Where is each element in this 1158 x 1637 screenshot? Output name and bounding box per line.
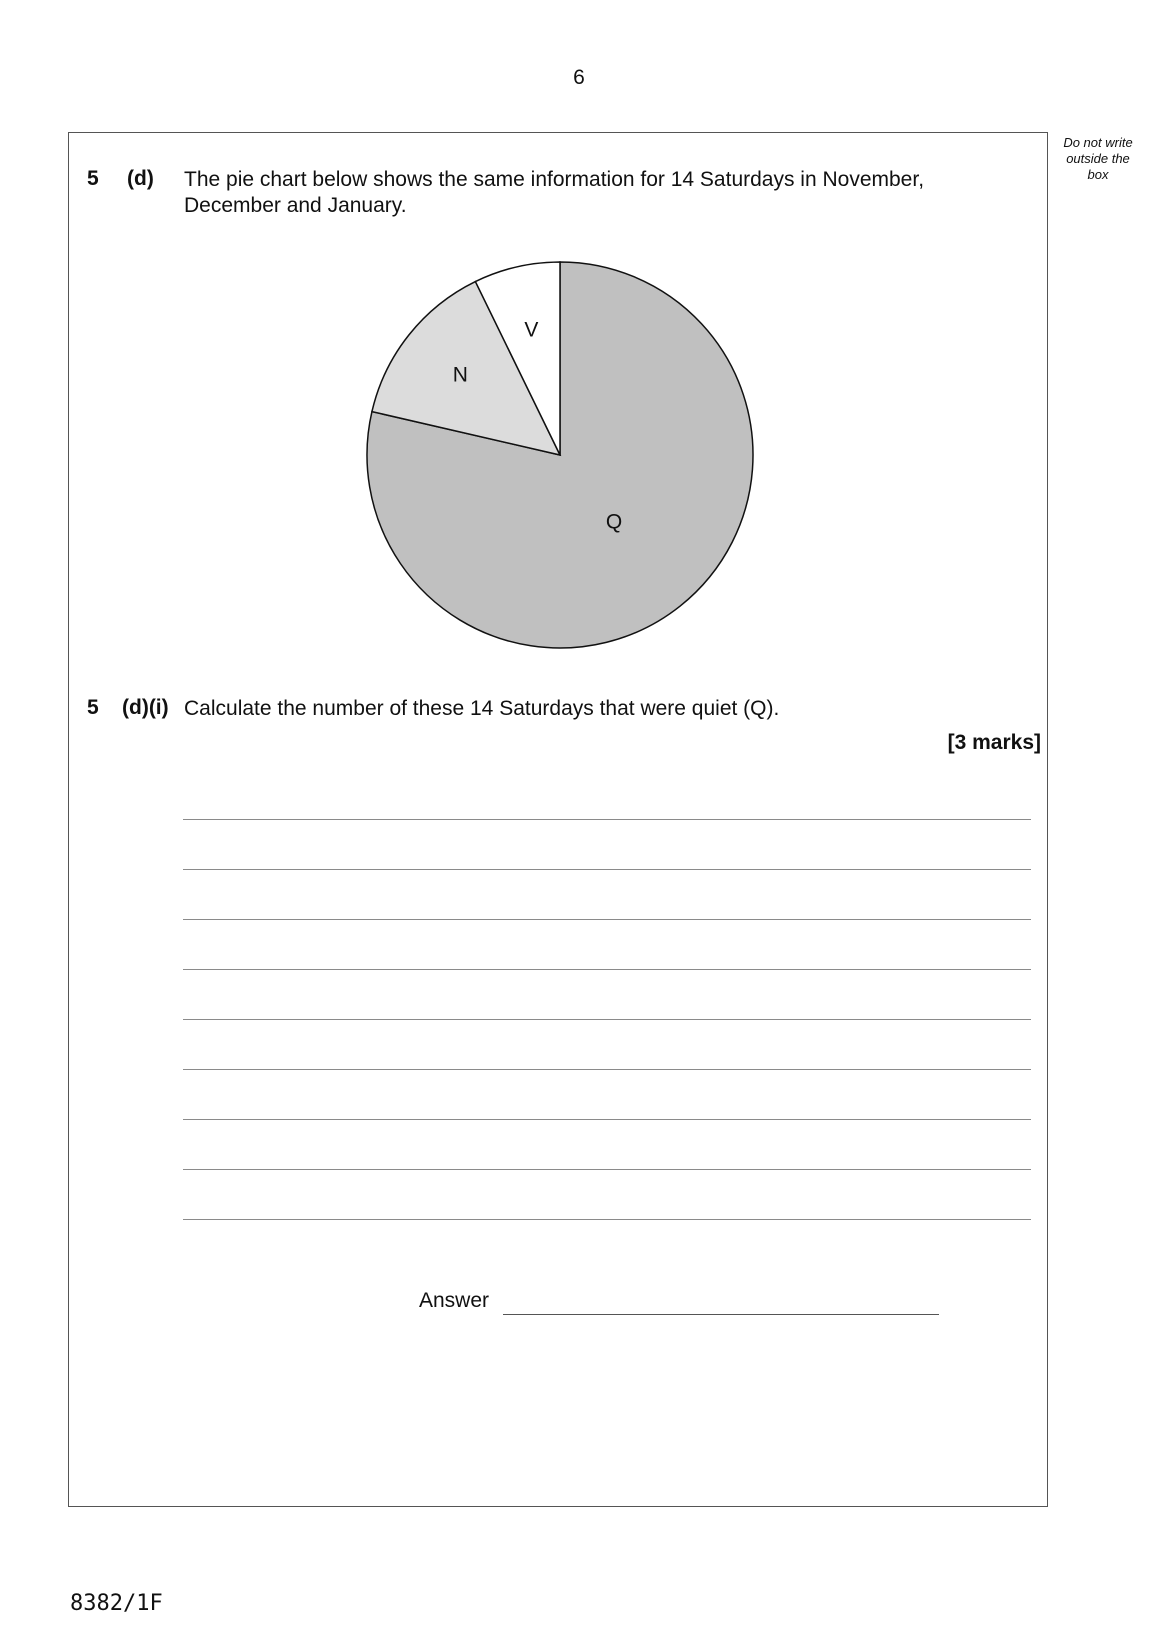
question-number: 5 bbox=[87, 167, 99, 190]
working-line[interactable] bbox=[183, 1169, 1031, 1170]
subquestion-text: Calculate the number of these 14 Saturdays that were quiet (Q). bbox=[184, 697, 780, 720]
pie-chart bbox=[360, 255, 760, 655]
answer-label: Answer bbox=[419, 1289, 490, 1312]
working-line[interactable] bbox=[183, 1069, 1031, 1070]
pie-label-n: N bbox=[452, 363, 468, 387]
subquestion-part-label: (d)(i) bbox=[122, 696, 169, 719]
working-line[interactable] bbox=[183, 969, 1031, 970]
working-line[interactable] bbox=[183, 819, 1031, 820]
margin-note: Do not write outside the box bbox=[1063, 135, 1133, 182]
working-line[interactable] bbox=[183, 1219, 1031, 1220]
subquestion-number: 5 bbox=[87, 696, 99, 719]
question-part-label: (d) bbox=[127, 167, 154, 190]
pie-label-q: Q bbox=[605, 510, 623, 534]
page-number: 6 bbox=[573, 66, 585, 89]
working-line[interactable] bbox=[183, 1119, 1031, 1120]
paper-code: 8382/1F bbox=[70, 1591, 163, 1616]
pie-label-v: V bbox=[524, 318, 539, 342]
working-line[interactable] bbox=[183, 869, 1031, 870]
question-text: The pie chart below shows the same information for 14 Saturdays in November, December and January. bbox=[184, 168, 925, 217]
working-line[interactable] bbox=[183, 1019, 1031, 1020]
working-line[interactable] bbox=[183, 919, 1031, 920]
marks-label: [3 marks] bbox=[947, 731, 1041, 754]
answer-line[interactable] bbox=[503, 1314, 939, 1315]
